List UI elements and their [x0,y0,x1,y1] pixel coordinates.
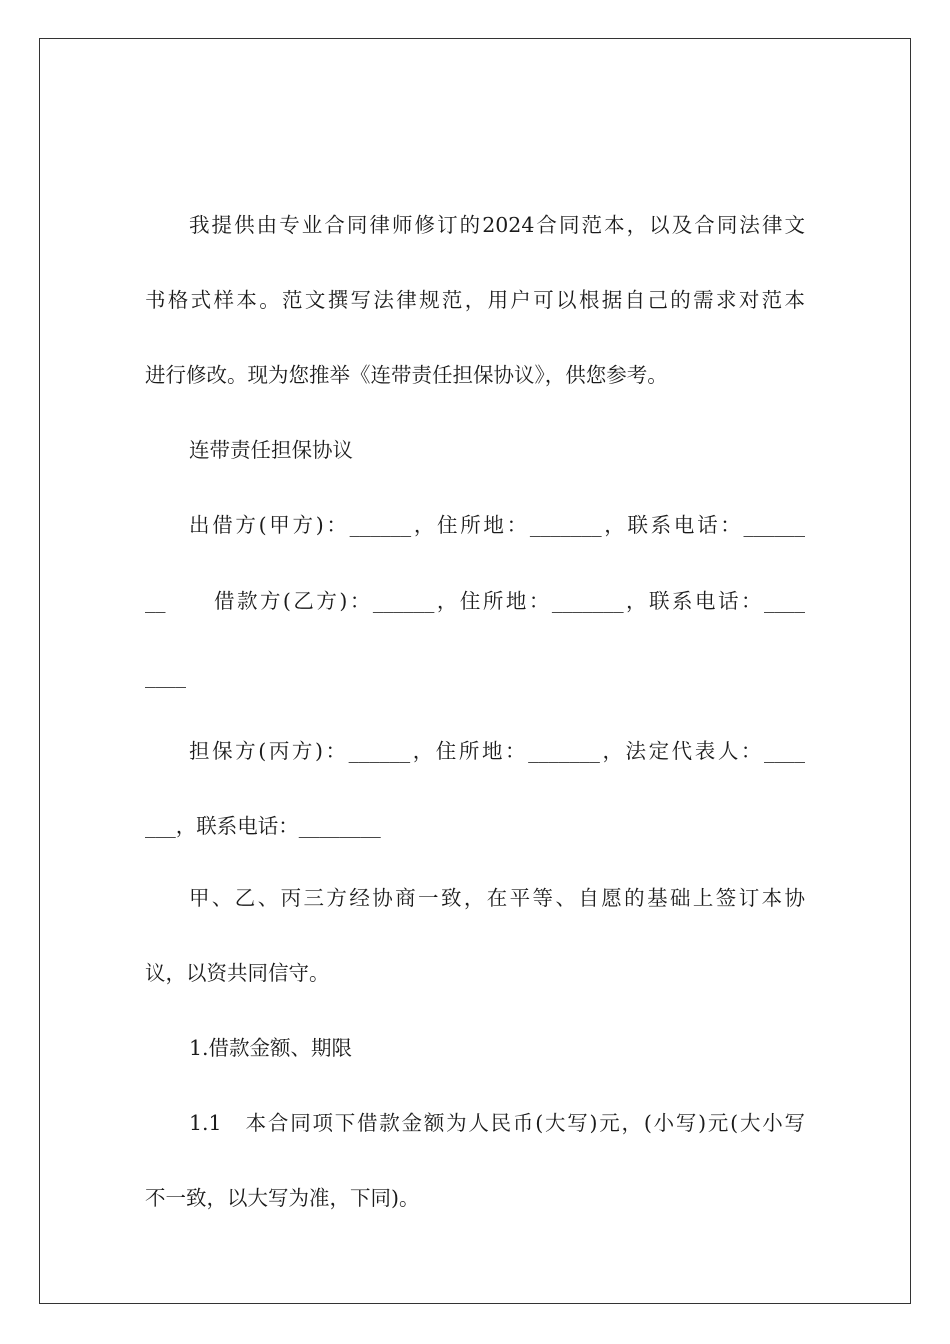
preamble-line-1: 甲、乙、丙三方经协商一致，在平等、自愿的基础上签订本协 [189,886,805,910]
clause-1-1-line-2: 不一致，以大写为准，下同)。 [145,1186,420,1210]
intro-line-1: 我提供由专业合同律师修订的2024合同范本，以及合同法律文 [189,213,805,237]
agreement-title: 连带责任担保协议 [189,438,353,462]
borrower-line-cont: ____ [145,664,186,688]
borrower-line: __ 借款方(乙方)：______，住所地：_______，联系电话：____ [145,589,805,613]
intro-line-2: 书格式样本。范文撰写法律规范，用户可以根据自己的需求对范本 [145,288,805,312]
lender-line: 出借方(甲方)：______，住所地：_______，联系电话：______ [189,513,805,537]
guarantor-line: 担保方(丙方)：______，住所地：_______，法定代表人：____ [189,739,805,763]
clause-1-1-line-1: 1.1 本合同项下借款金额为人民币(大写)元，(小写)元(大小写 [189,1111,805,1135]
preamble-line-2: 议，以资共同信守。 [145,961,330,985]
intro-line-3: 进行修改。现为您推举《连带责任担保协议》，供您参考。 [145,363,668,387]
guarantor-line-cont: ___，联系电话：________ [145,814,381,838]
section-1-heading: 1.借款金额、期限 [189,1036,353,1060]
